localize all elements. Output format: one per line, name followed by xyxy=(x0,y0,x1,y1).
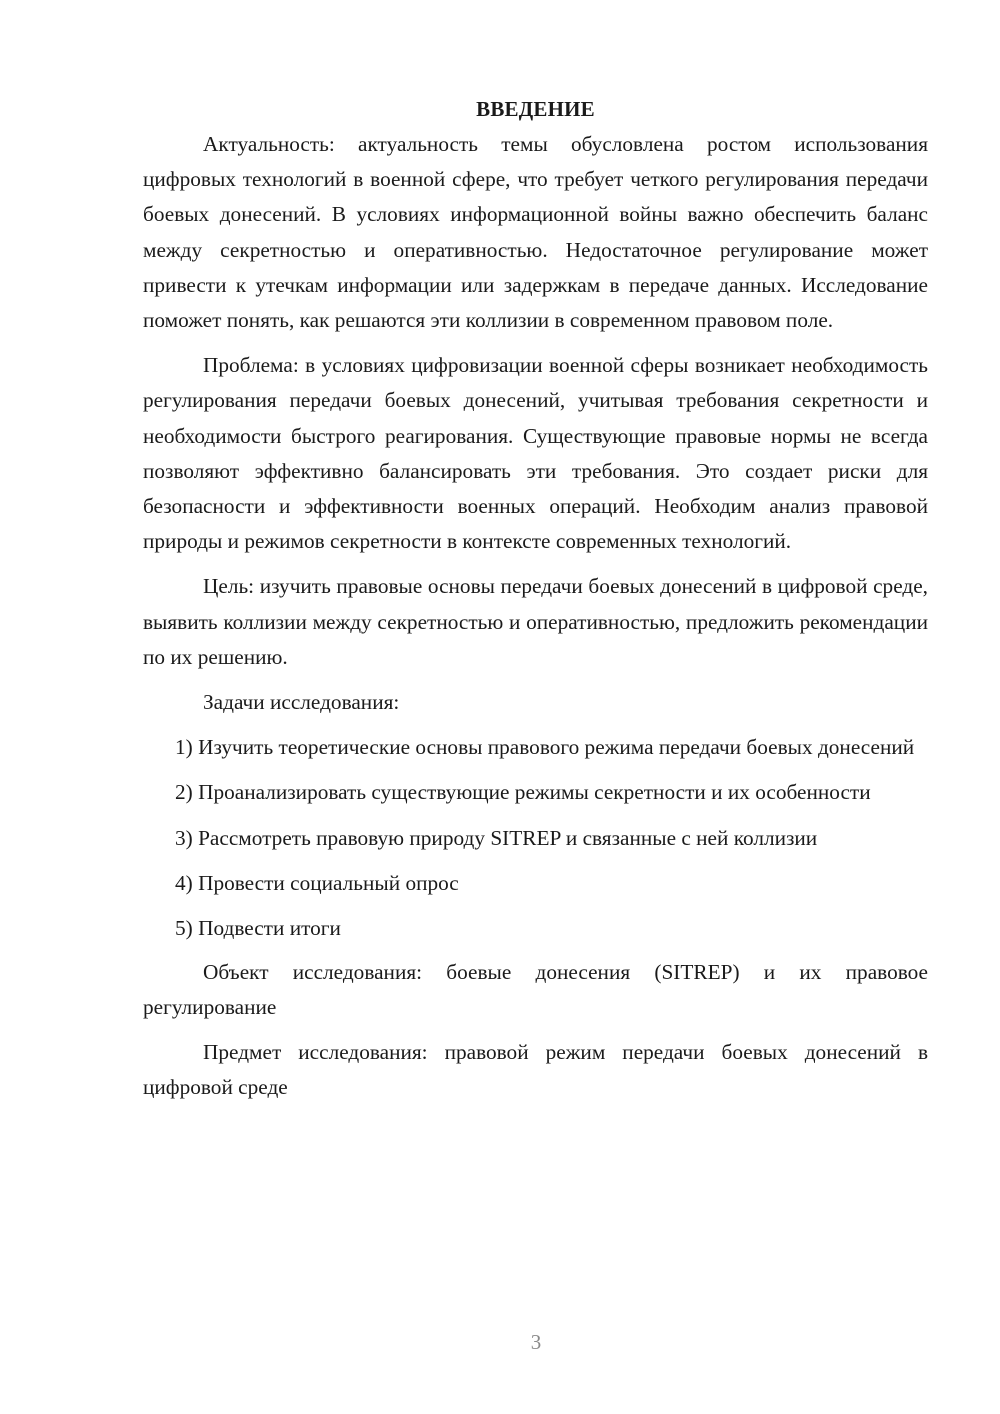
list-item: 1) Изучить теоретические основы правового режима передачи боевых донесений xyxy=(175,735,915,760)
document-title: ВВЕДЕНИЕ xyxy=(476,97,595,121)
tasks-list xyxy=(143,730,928,946)
list-item: 4) Провести социальный опрос xyxy=(175,870,459,895)
paragraph-object: Объект исследования: боевые донесения (SITREP) и их правовое регулирование xyxy=(143,960,928,1020)
list-item: 3) Рассмотреть правовую природу SITREP и связанные с ней коллизии xyxy=(175,825,818,850)
paragraph-subject: Предмет исследования: правовой режим передачи боевых донесений в цифровой среде xyxy=(143,1039,928,1099)
tasks-heading: Задачи исследования: xyxy=(203,690,400,715)
list-item: 5) Подвести итоги xyxy=(175,916,341,941)
paragraph-goal: Цель: изучить правовые основы передачи боевых донесений в цифровой среде, выявить коллизии между секретностью и оперативностью, предложить рекомендации по их решению. xyxy=(143,574,928,669)
paragraph-relevance: Актуальность: актуальность темы обусловлена ростом использования цифровых технологий в военной сфере, что требует четкого регулирования передачи боевых донесений. В условиях информационной войны важно обеспечить баланс между секретностью и оперативностью. Недостаточное регулирование может привести к утечкам информации или задержкам в передаче данных. Исследование поможет понять, как решаются эти коллизии в современном правовом поле. xyxy=(143,132,928,333)
page-number: 3 xyxy=(530,1330,542,1354)
paragraph-problem: Проблема: в условиях цифровизации военной сферы возникает необходимость регулирования передачи боевых донесений, учитывая требования секретности и необходимости быстрого реагирования. Существующие правовые нормы не всегда позволяют эффективно балансировать эти требования. Это создает риски для безопасности и эффективности военных операций. Необходим анализ правовой природы и режимов секретности в контексте современных технологий. xyxy=(143,353,928,554)
list-item: 2) Проанализировать существующие режимы секретности и их особенности xyxy=(175,780,871,805)
document-page xyxy=(143,92,928,1105)
